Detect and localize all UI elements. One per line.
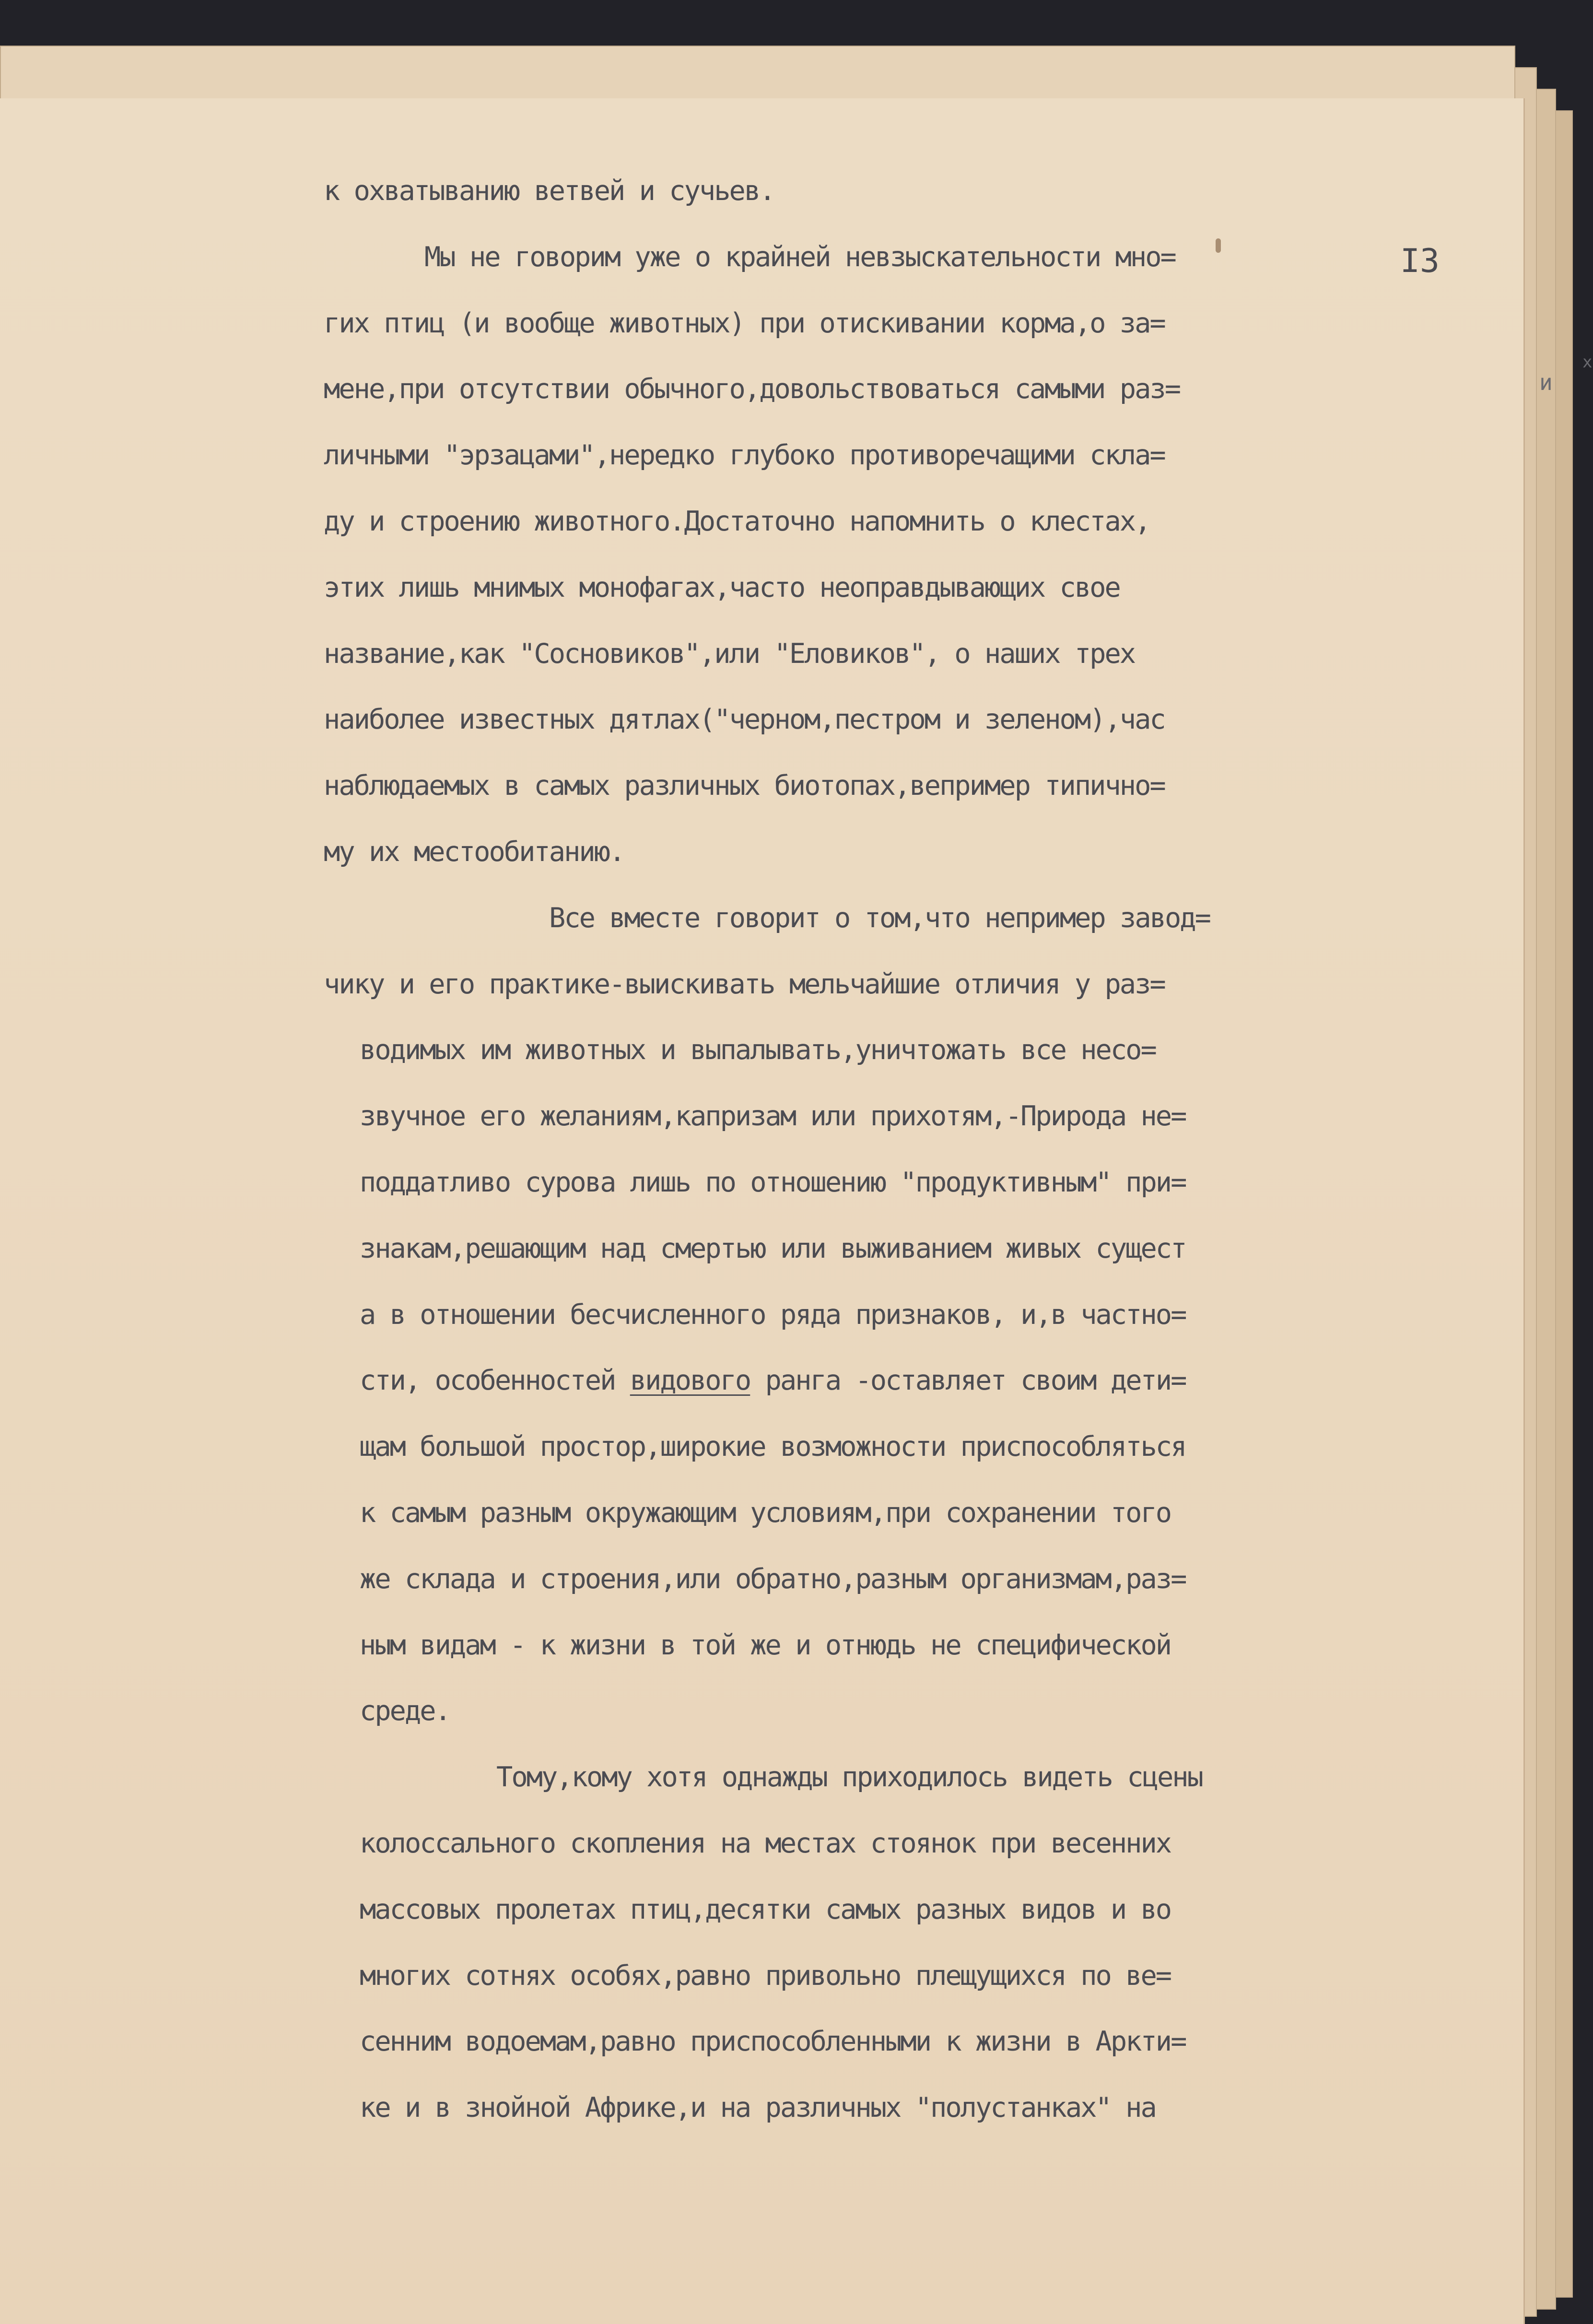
text-line: знакам,решающим над смертью или выживанием живых сущест [360, 1232, 1186, 1264]
page-number: I3 [1400, 242, 1440, 280]
text-line: Мы не говорим уже о крайней невзыскательности мно= [424, 241, 1175, 273]
text-line: му их местообитанию. [324, 836, 624, 868]
text-line: поддатливо сурова лишь по отношению "продуктивным" при= [360, 1166, 1186, 1198]
text-line: же склада и строения,или обратно,разным организмам,раз= [360, 1563, 1186, 1595]
text-line: а в отношении бесчисленного ряда признаков, и,в частно= [360, 1298, 1186, 1331]
text-line: наблюдаемых в самых различных биотопах,вепример типично= [324, 770, 1165, 802]
text-line: сенним водоемам,равно приспособленными к жизни в Аркти= [360, 2026, 1186, 2058]
margin-mark: х [1582, 353, 1593, 372]
text-line: ке и в знойной Африке,и на различных "полустанках" на [360, 2092, 1156, 2124]
underlined-word: видового [630, 1365, 750, 1397]
text-line: ным видам - к жизни в той же и отнюдь не специфической [360, 1629, 1171, 1661]
text-line: мене,при отсутствии обычного,довольствоваться самыми раз= [324, 373, 1180, 405]
text-line: Тому,кому хотя однажды приходилось видеть сцены [496, 1761, 1202, 1793]
text-line: к самым разным окружающим условиям,при сохранении того [360, 1497, 1171, 1529]
text-line: ду и строению животного.Достаточно напомнить о клестах, [324, 505, 1150, 537]
text-line: водимых им животных и выпалывать,уничтожать все несо= [360, 1034, 1156, 1066]
text-line: чику и его практике-выискивать мельчайшие отличия у раз= [324, 968, 1165, 1000]
text-line: массовых пролетах птиц,десятки самых разных видов и во [360, 1893, 1171, 1925]
typewritten-text [324, 158, 1532, 2141]
text-line: название,как "Сосновиков",или "Еловиков", о наших трех [324, 637, 1135, 670]
text-line: колоссального скопления на местах стоянок при весенних [360, 1827, 1171, 1859]
margin-mark: и [1539, 369, 1553, 395]
text-line: личными "эрзацами",нередко глубоко противоречащими скла= [324, 439, 1165, 472]
text-line: наиболее известных дятлах("черном,пестром и зеленом),час [324, 704, 1165, 736]
text-line: среде. [360, 1695, 450, 1727]
text-line: к охватыванию ветвей и сучьев. [324, 175, 774, 207]
text-line: этих лишь мнимых монофагах,часто неоправдывающих свое [324, 571, 1120, 603]
text-line: звучное его желаниям,капризам или прихотям,-Природа не= [360, 1100, 1186, 1133]
text-line: многих сотнях особях,равно привольно плещущихся по ве= [360, 1959, 1171, 1992]
text-line: сти, особенностей видового ранга -оставляет своим дети= [360, 1365, 1186, 1397]
text-line: гих птиц (и вообще животных) при отискивании корма,о за= [324, 307, 1165, 339]
text-line: щам большой простор,широкие возможности приспособляться [360, 1431, 1186, 1463]
text-line: Все вместе говорит о том,что непример завод= [549, 902, 1210, 934]
